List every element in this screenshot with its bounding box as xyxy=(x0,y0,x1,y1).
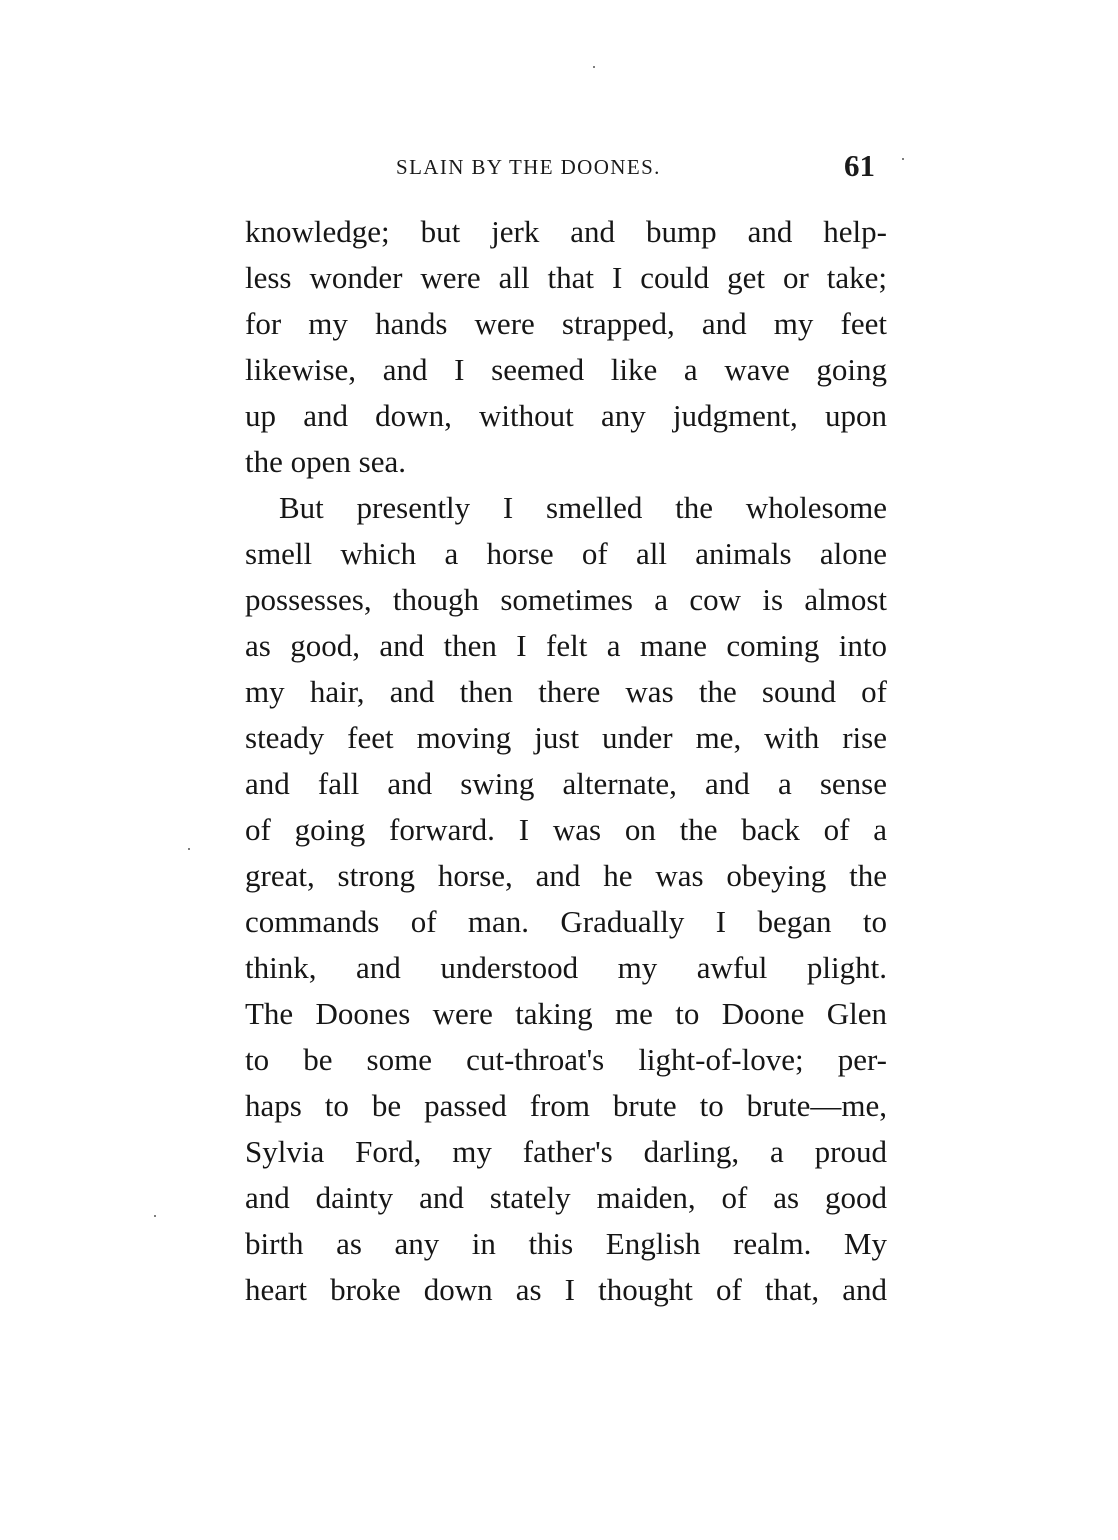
text-line: think, and understood my awful plight. xyxy=(245,950,887,985)
text-line: and dainty and stately maiden, of as good xyxy=(245,1180,887,1215)
text-line: for my hands were strapped, and my feet xyxy=(245,306,887,341)
text-line: possesses, though sometimes a cow is almost xyxy=(245,582,887,617)
text-line: But presently I smelled the wholesome xyxy=(279,490,887,525)
scan-speck xyxy=(154,1215,156,1217)
scan-speck xyxy=(902,158,904,160)
text-line: knowledge; but jerk and bump and help- xyxy=(245,214,887,249)
scan-speck xyxy=(188,848,190,850)
text-line: to be some cut-throat's light-of-love; per- xyxy=(245,1042,887,1077)
text-line: haps to be passed from brute to brute—me, xyxy=(245,1088,887,1123)
text-line: up and down, without any judgment, upon xyxy=(245,398,887,433)
paragraph xyxy=(245,209,887,485)
text-line: as good, and then I felt a mane coming into xyxy=(245,628,887,663)
text-line: heart broke down as I thought of that, and xyxy=(245,1272,887,1307)
paragraph xyxy=(245,485,887,1313)
text-line: steady feet moving just under me, with rise xyxy=(245,720,887,755)
running-head: SLAIN BY THE DOONES. xyxy=(396,155,661,179)
text-line: likewise, and I seemed like a wave going xyxy=(245,352,887,387)
text-line: smell which a horse of all animals alone xyxy=(245,536,887,571)
text-line: great, strong horse, and he was obeying the xyxy=(245,858,887,893)
text-line: Sylvia Ford, my father's darling, a proud xyxy=(245,1134,887,1169)
text-line: The Doones were taking me to Doone Glen xyxy=(245,996,887,1031)
text-line: of going forward. I was on the back of a xyxy=(245,812,887,847)
scan-speck xyxy=(593,66,595,68)
page-number: 61 xyxy=(844,148,875,183)
text-line: less wonder were all that I could get or take; xyxy=(245,260,887,295)
text-line: commands of man. Gradually I began to xyxy=(245,904,887,939)
text-line: and fall and swing alternate, and a sense xyxy=(245,766,887,801)
text-line: birth as any in this English realm. My xyxy=(245,1226,887,1261)
text-line: the open sea. xyxy=(245,444,406,479)
text-line: my hair, and then there was the sound of xyxy=(245,674,887,709)
body-text xyxy=(245,209,887,1313)
